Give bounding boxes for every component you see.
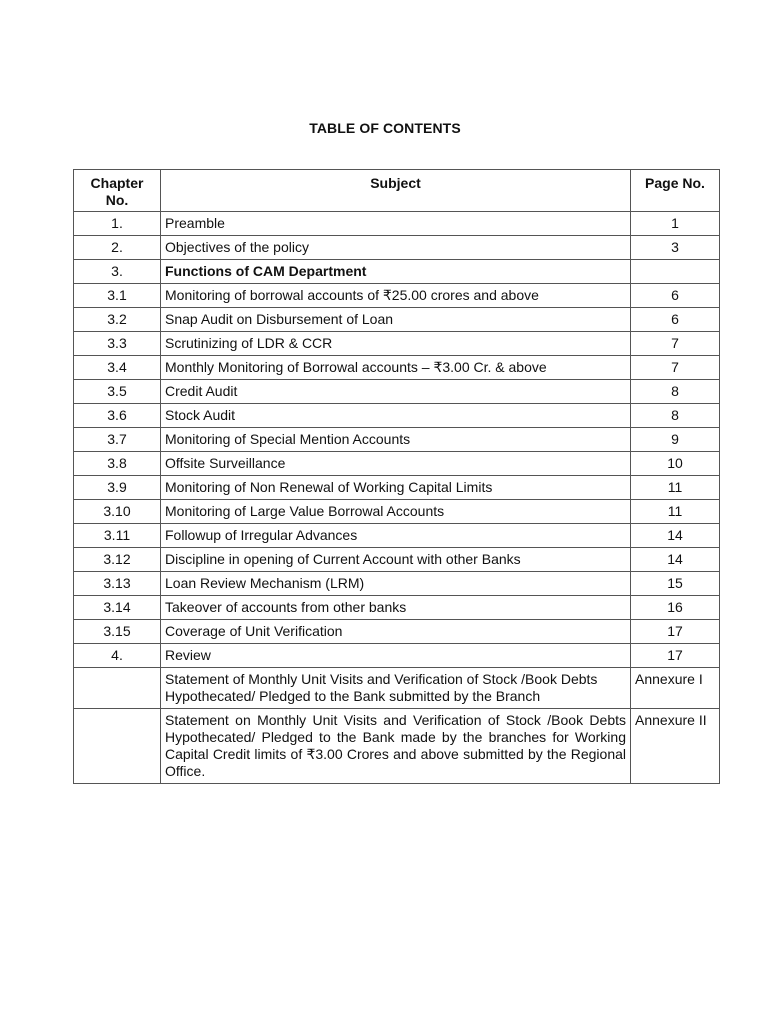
table-row bbox=[74, 284, 720, 308]
page-number: 14 bbox=[631, 524, 720, 548]
chapter-number bbox=[74, 668, 161, 709]
annexure-label: Annexure II bbox=[631, 709, 720, 784]
chapter-number: 3.6 bbox=[74, 404, 161, 428]
subject: Objectives of the policy bbox=[161, 236, 631, 260]
page-number: 17 bbox=[631, 620, 720, 644]
table-row bbox=[74, 404, 720, 428]
table-row bbox=[74, 332, 720, 356]
page-number: 7 bbox=[631, 356, 720, 380]
subject: Coverage of Unit Verification bbox=[161, 620, 631, 644]
subject: Monitoring of Special Mention Accounts bbox=[161, 428, 631, 452]
page-number: 17 bbox=[631, 644, 720, 668]
header-page: Page No. bbox=[631, 170, 720, 212]
chapter-number: 1. bbox=[74, 212, 161, 236]
chapter-number: 3.13 bbox=[74, 572, 161, 596]
chapter-number: 3.5 bbox=[74, 380, 161, 404]
chapter-number: 3.7 bbox=[74, 428, 161, 452]
page-number: 9 bbox=[631, 428, 720, 452]
subject: Loan Review Mechanism (LRM) bbox=[161, 572, 631, 596]
table-row bbox=[74, 380, 720, 404]
page-number: 6 bbox=[631, 308, 720, 332]
subject: Statement of Monthly Unit Visits and Verification of Stock /Book Debts Hypothecated/ Pledged to the Bank submitted by the Branch bbox=[161, 668, 631, 709]
table-row bbox=[74, 500, 720, 524]
table-row-annexure-1 bbox=[74, 668, 720, 709]
page-title: TABLE OF CONTENTS bbox=[309, 120, 461, 136]
chapter-number: 3.3 bbox=[74, 332, 161, 356]
subject: Stock Audit bbox=[161, 404, 631, 428]
subject: Discipline in opening of Current Account with other Banks bbox=[161, 548, 631, 572]
table-header-row bbox=[74, 170, 720, 212]
chapter-number: 3.2 bbox=[74, 308, 161, 332]
chapter-number bbox=[74, 709, 161, 784]
subject: Offsite Surveillance bbox=[161, 452, 631, 476]
annexure-label: Annexure I bbox=[631, 668, 720, 709]
chapter-number: 3. bbox=[74, 260, 161, 284]
chapter-number: 3.8 bbox=[74, 452, 161, 476]
header-chapter: Chapter No. bbox=[74, 170, 161, 212]
table-row bbox=[74, 524, 720, 548]
table-row bbox=[74, 212, 720, 236]
subject: Followup of Irregular Advances bbox=[161, 524, 631, 548]
page-number: 15 bbox=[631, 572, 720, 596]
table-of-contents bbox=[73, 169, 720, 784]
subject: Scrutinizing of LDR & CCR bbox=[161, 332, 631, 356]
chapter-number: 2. bbox=[74, 236, 161, 260]
page-number: 1 bbox=[631, 212, 720, 236]
subject: Review bbox=[161, 644, 631, 668]
table-row bbox=[74, 356, 720, 380]
table-row bbox=[74, 236, 720, 260]
subject: Takeover of accounts from other banks bbox=[161, 596, 631, 620]
chapter-number: 3.4 bbox=[74, 356, 161, 380]
subject: Monitoring of Non Renewal of Working Capital Limits bbox=[161, 476, 631, 500]
page-number bbox=[631, 260, 720, 284]
table-row bbox=[74, 620, 720, 644]
page-number: 6 bbox=[631, 284, 720, 308]
subject: Preamble bbox=[161, 212, 631, 236]
chapter-number: 4. bbox=[74, 644, 161, 668]
table-row bbox=[74, 308, 720, 332]
page-number: 10 bbox=[631, 452, 720, 476]
subject: Statement on Monthly Unit Visits and Verification of Stock /Book Debts Hypothecated/ Pledged to the Bank made by the branches for Working Capital Credit limits of ₹3.00 Crores and above submitted by the Regional Office. bbox=[161, 709, 631, 784]
table-row bbox=[74, 572, 720, 596]
page-number: 3 bbox=[631, 236, 720, 260]
table-row bbox=[74, 428, 720, 452]
subject: Monthly Monitoring of Borrowal accounts – ₹3.00 Cr. & above bbox=[161, 356, 631, 380]
table-row bbox=[74, 452, 720, 476]
chapter-number: 3.10 bbox=[74, 500, 161, 524]
subject: Functions of CAM Department bbox=[161, 260, 631, 284]
table-row bbox=[74, 476, 720, 500]
page-number: 14 bbox=[631, 548, 720, 572]
page-number: 16 bbox=[631, 596, 720, 620]
table-row bbox=[74, 644, 720, 668]
table-row bbox=[74, 596, 720, 620]
page-number: 8 bbox=[631, 380, 720, 404]
header-subject: Subject bbox=[161, 170, 631, 212]
table-row bbox=[74, 548, 720, 572]
chapter-number: 3.12 bbox=[74, 548, 161, 572]
chapter-number: 3.9 bbox=[74, 476, 161, 500]
chapter-number: 3.11 bbox=[74, 524, 161, 548]
table-row-annexure-2 bbox=[74, 709, 720, 784]
subject: Monitoring of borrowal accounts of ₹25.00 crores and above bbox=[161, 284, 631, 308]
table-row bbox=[74, 260, 720, 284]
page-number: 8 bbox=[631, 404, 720, 428]
subject: Snap Audit on Disbursement of Loan bbox=[161, 308, 631, 332]
page-number: 11 bbox=[631, 476, 720, 500]
page-number: 7 bbox=[631, 332, 720, 356]
chapter-number: 3.14 bbox=[74, 596, 161, 620]
chapter-number: 3.15 bbox=[74, 620, 161, 644]
chapter-number: 3.1 bbox=[74, 284, 161, 308]
subject: Credit Audit bbox=[161, 380, 631, 404]
subject: Monitoring of Large Value Borrowal Accounts bbox=[161, 500, 631, 524]
page-number: 11 bbox=[631, 500, 720, 524]
